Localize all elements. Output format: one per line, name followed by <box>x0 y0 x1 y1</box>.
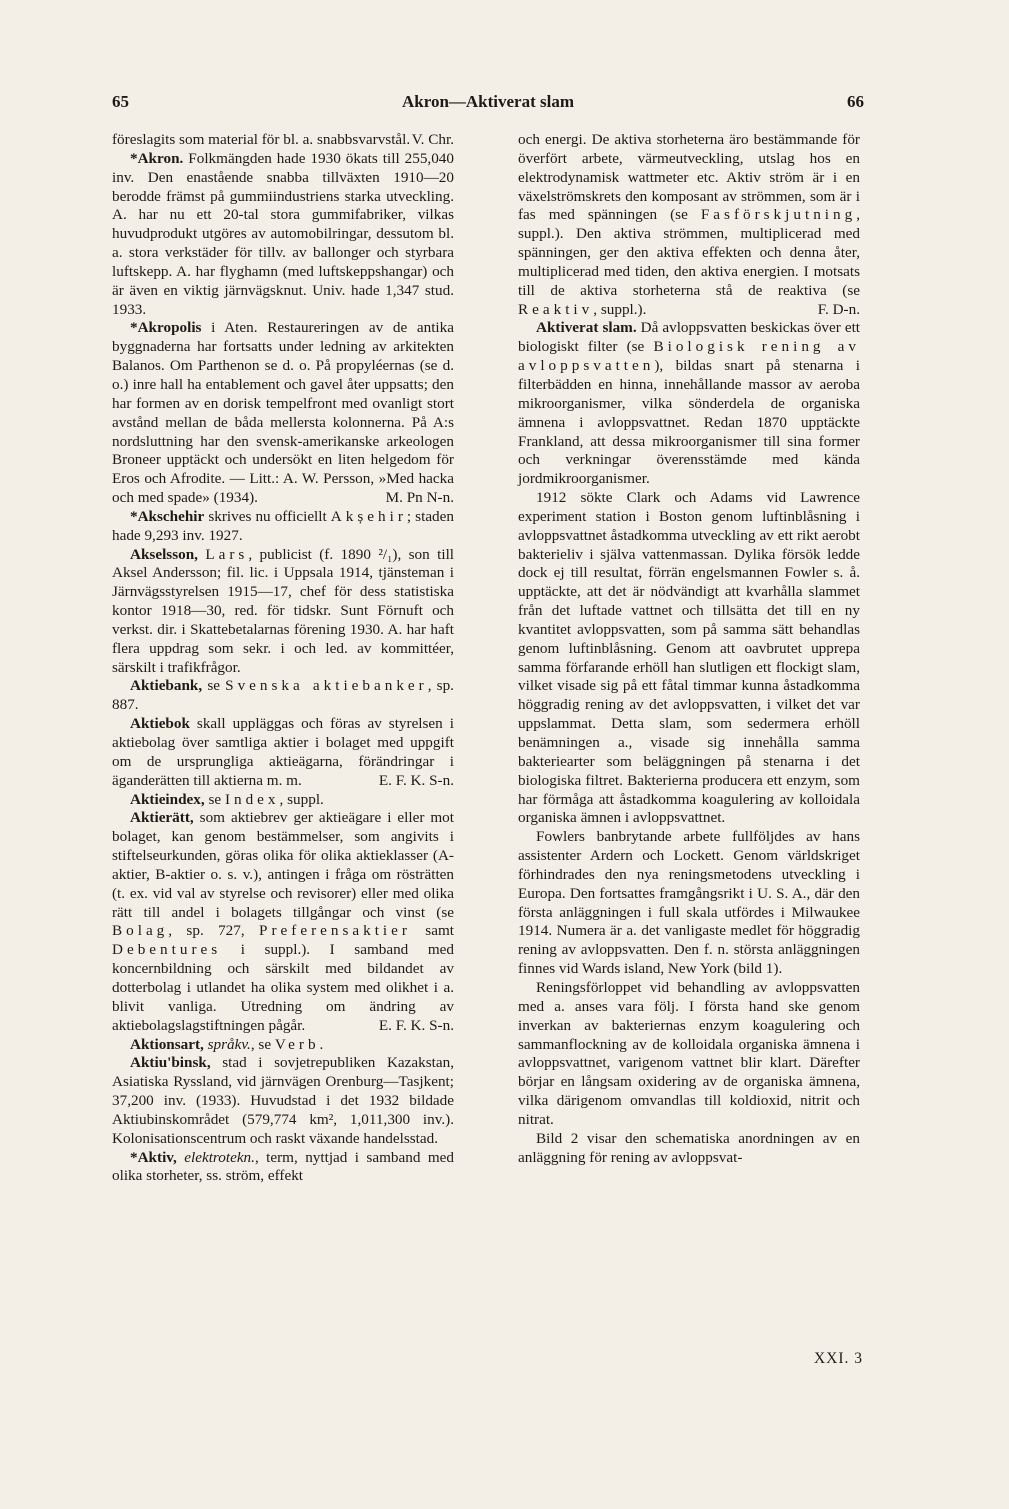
left-column <box>112 131 454 1186</box>
entry-aktiubinsk: Aktiu'binsk, stad i sovjetrepubliken Kazakstan, Asiatiska Ryssland, vid järnvägen Orenburg—Tasjkent; 37,200 inv. (1933). Huvudstad i det 1932 bildade Aktiubinskområdet (579,774 km², 1,011,300 inv.). Kolonisationscentrum och raskt växande handelsstad. <box>112 1054 454 1147</box>
cross-reference: Fasförskjutning <box>700 206 857 224</box>
paragraph: 1912 sökte Clark och Adams vid Lawrence experiment station i Boston genom luftinblåsning i avloppsvattnet åstadkomma utveckling av ett rikt aerobt bakterieliv i själva vattenmassan. Dylika försök ledde dock ej till resultat, förrän engelsmannen Fowler s. å. upptäckte, att det är nödvändigt att kvarhålla slammet från det luftade vattnet och tillsätta det till en ny kvantitet avloppsvatten, som på samma sätt behandlas genom luftinblåsning. Genom att oavbrutet upprepa samma förfarande erhöll han slutligen ett flockigt slam, vilket visade sig på ett fåtal timmar kunna åstadkomma höggradig rening av det avloppsvatten, i vilket det var uppslammat. Detta slam, som sedermera erhöll benämningen a., visade sig innehålla samma bakteriearter som beläggningen på stenarna i det biologiska filtret. Bakterierna producera ett enzym, som har förmåga att åstadkomma koagulering av kolloidala organiska ämnen i avloppsvattnet. <box>518 489 860 827</box>
entry-akron: *Akron. Folkmängden hade 1930 ökats till 255,040 inv. Den enastående snabba tillväxten 1910—20 berodde främst på gummiindustriens starka utveckling. A. har nu ett 20-tal stora gummifabriker, vilkas huvudprodukt utgöres av automobilringar, dessutom bl. a. stora verkstäder för tillv. av ballonger och styrbara luftskepp. A. har flyghamn (med luftskeppshangar) och är även en viktig järnvägsknut. Univ. hade 1,347 stud. 1933. <box>112 149 454 318</box>
cross-reference: Reaktiv <box>518 300 594 318</box>
entry-headword: Aktionsart, <box>130 1035 204 1053</box>
entry-headword: *Akropolis <box>130 319 202 337</box>
entry-headword: *Akron. <box>130 149 184 167</box>
author-signature: M. Pn N-n. <box>385 489 454 507</box>
paragraph: Fowlers banbrytande arbete fullföljdes av hans assistenter Ardern och Lockett. Genom världskriget förhindrades den nya reningsmetodens utveckling i Europa. Den fortsattes framgångsrikt i U. S. A., där den första anläggningen i full skala utfördes i Milwaukee 1914. Numera är a. det vanligaste medlet för höggradig rening av avloppsvatten. Den f. n. största anläggningen finnes vid Wards island, New York (bild 1). <box>518 828 860 978</box>
entry-headword: Aktieindex, <box>130 790 205 808</box>
author-signature: E. F. K. S-n. <box>378 1016 454 1034</box>
page-number-right: 66 <box>847 92 864 111</box>
entry-aktiebok: Aktiebok skall uppläggas och föras av styrelsen i aktiebolag över samtliga aktier i bolaget med uppgift om de ursprungliga aktieägarna, förändringar i äganderätten till aktierna m. m. E. F. K. S-n. <box>112 715 454 789</box>
subject-label: elektrotekn. <box>176 1148 255 1166</box>
right-column <box>518 131 860 1167</box>
given-name: Lars <box>205 545 249 563</box>
entry-aktiv-continuation: och energi. De aktiva storheterna äro bestämmande för överfört arbete, värmeutveckling, utslag hos en elektrodynamisk wattmeter etc. Aktiv ström är i en växelströmskrets den komposant av strömmen, som är i fas med spänningen (se Fasförskjutning, suppl.). Den aktiva strömmen, multiplicerad med spänningen, ger den aktiva effekten och denna åter, multiplicerad med tiden, den aktiva energien. I motsats till de aktiva storheterna stå de reaktiva (se Reaktiv, suppl.). F. D-n. <box>518 131 860 318</box>
entry-headword: Aktiu'binsk, <box>130 1054 211 1072</box>
author-signature: F. D-n. <box>817 300 860 318</box>
cross-reference: Akșehir <box>330 507 407 525</box>
cross-reference: Biologisk rening av avloppsvatten <box>518 338 860 375</box>
entry-aktiebank: Aktiebank, se Svenska aktiebanker, sp. 887. <box>112 677 454 714</box>
cross-reference: Bolag <box>112 922 169 940</box>
author-signature: V. Chr. <box>411 131 454 148</box>
author-signature: E. F. K. S-n. <box>378 771 454 789</box>
entry-headword: *Aktiv, <box>130 1148 177 1166</box>
entry-headword: *Akschehir <box>130 507 205 525</box>
entry-headword: Akselsson, <box>130 545 198 563</box>
cross-reference: Svenska aktiebanker <box>225 677 428 695</box>
entry-aktiv: *Aktiv, elektrotekn., term, nyttjad i samband med olika storheter, ss. ström, effekt <box>112 1148 454 1185</box>
cross-reference: Verb <box>274 1035 320 1053</box>
entry-akropolis: *Akropolis i Aten. Restaureringen av de antika byggnaderna har fortsatts under ledning av arkitekten Balanos. Om Parthenon se d. o. På propyléernas (se d. o.) inre hall ha entablement och gavel åter uppsatts; den har formen av en dorisk tempelfront med ovanligt stort avstånd mellan de båda mellersta kolonnerna. På A:s nordsluttning har den svensk-amerikanske arkeologen Broneer upptäckt och undersökt en liten helgedom för Eros och Afrodite. — Litt.: A. W. Persson, »Med hacka och med spade» (1934). M. Pn N-n. <box>112 319 454 507</box>
cross-reference: Preferensaktier <box>259 922 411 940</box>
entry-aktionsart: Aktionsart, språkv., se Verb. <box>130 1035 324 1053</box>
sheet-signature: XXI. 3 <box>813 1350 863 1367</box>
entry-headword: Aktiebok <box>130 715 190 733</box>
entry-headword: Aktierätt, <box>130 809 194 827</box>
cross-reference: Index <box>224 790 280 808</box>
entry-headword: Aktiebank, <box>130 677 203 695</box>
page-header <box>112 92 864 118</box>
subject-label: språkv. <box>203 1035 251 1053</box>
entry-headword: Aktiverat slam. <box>536 319 637 337</box>
cross-reference: Debentures <box>112 941 222 959</box>
entry-aktiverat-slam: Aktiverat slam. Då avloppsvatten beskickas över ett biologiskt filter (se Biologisk rening av avloppsvatten), bildas snart på stenarna i filterbädden en hinna, innehållande massor av aeroba mikroorganismer, vilka sönderdela de organiska ämnena i avloppsvattnet. Redan 1870 upptäckte Frankland, att dessa mikroorganismer till sina former och verkningar överensstämde med kända jordmikroorganismer. <box>518 319 861 488</box>
entry-aktieindex: Aktieindex, se Index, suppl. <box>130 790 324 808</box>
entry-continuation: föreslagits som material för bl. a. snabbsvarvstål. V. Chr. <box>112 131 454 148</box>
running-title: Akron—Aktiverat slam <box>401 92 575 111</box>
entry-akschehir: *Akschehir skrives nu officiellt Akșehir; staden hade 9,293 inv. 1927. <box>112 507 454 544</box>
entry-aktieratt: Aktierätt, som aktiebrev ger aktieägare i eller mot bolaget, kan genom bestämmelser, som angivits i stiftelseurkunden, göras olika för olika aktieklasser (A-aktier, B-aktier o. s. v.), antingen i fråga om rösträtten (t. ex. vid val av styrelse och revisorer) eller med olika rätt till andel i bolagets tillgångar och vinst (se Bolag, sp. 727, Preferensaktier samt Debentures i suppl.). I samband med koncernbildning och särskilt med bildandet av dotterbolag i utlandet ha olika system med olikhet i a. blivit vanliga. Utredning om ändring av aktiebolagslagstiftningen pågår. E. F. K. S-n. <box>112 809 454 1034</box>
entry-akselsson: Akselsson, Lars, publicist (f. 1890 ²/₁), son till Aksel Andersson; fil. lic. i Uppsala 1914, tjänsteman i Järnvägsstyrelsen 1915—17, chef för dess statistiska kontor 1918—30, red. för tidskr. Sunt Förnuft och verkst. dir. i Skattebetalarnas förening 1930. A. har haft flera uppdrag som sekr. i och led. av kommittéer, särskilt i trafikfrågor. <box>112 545 455 676</box>
paragraph: Bild 2 visar den schematiska anordningen av en anläggning för rening av avloppsvat- <box>518 1129 860 1166</box>
paragraph: Reningsförloppet vid behandling av avloppsvatten med a. anses vara följ. I första hand ske genom inverkan av bakteriernas enzym koagulering och sammanflockning av de kolloidala organiska ämnena i avloppsvattnet, varigenom vattnet blir klart. Därefter börjar en långsam oxidering av de organiska ämnena, vilka därigenom omvandlas till koldioxid, nitrit och nitrat. <box>518 978 860 1128</box>
page-number-left: 65 <box>112 92 129 111</box>
